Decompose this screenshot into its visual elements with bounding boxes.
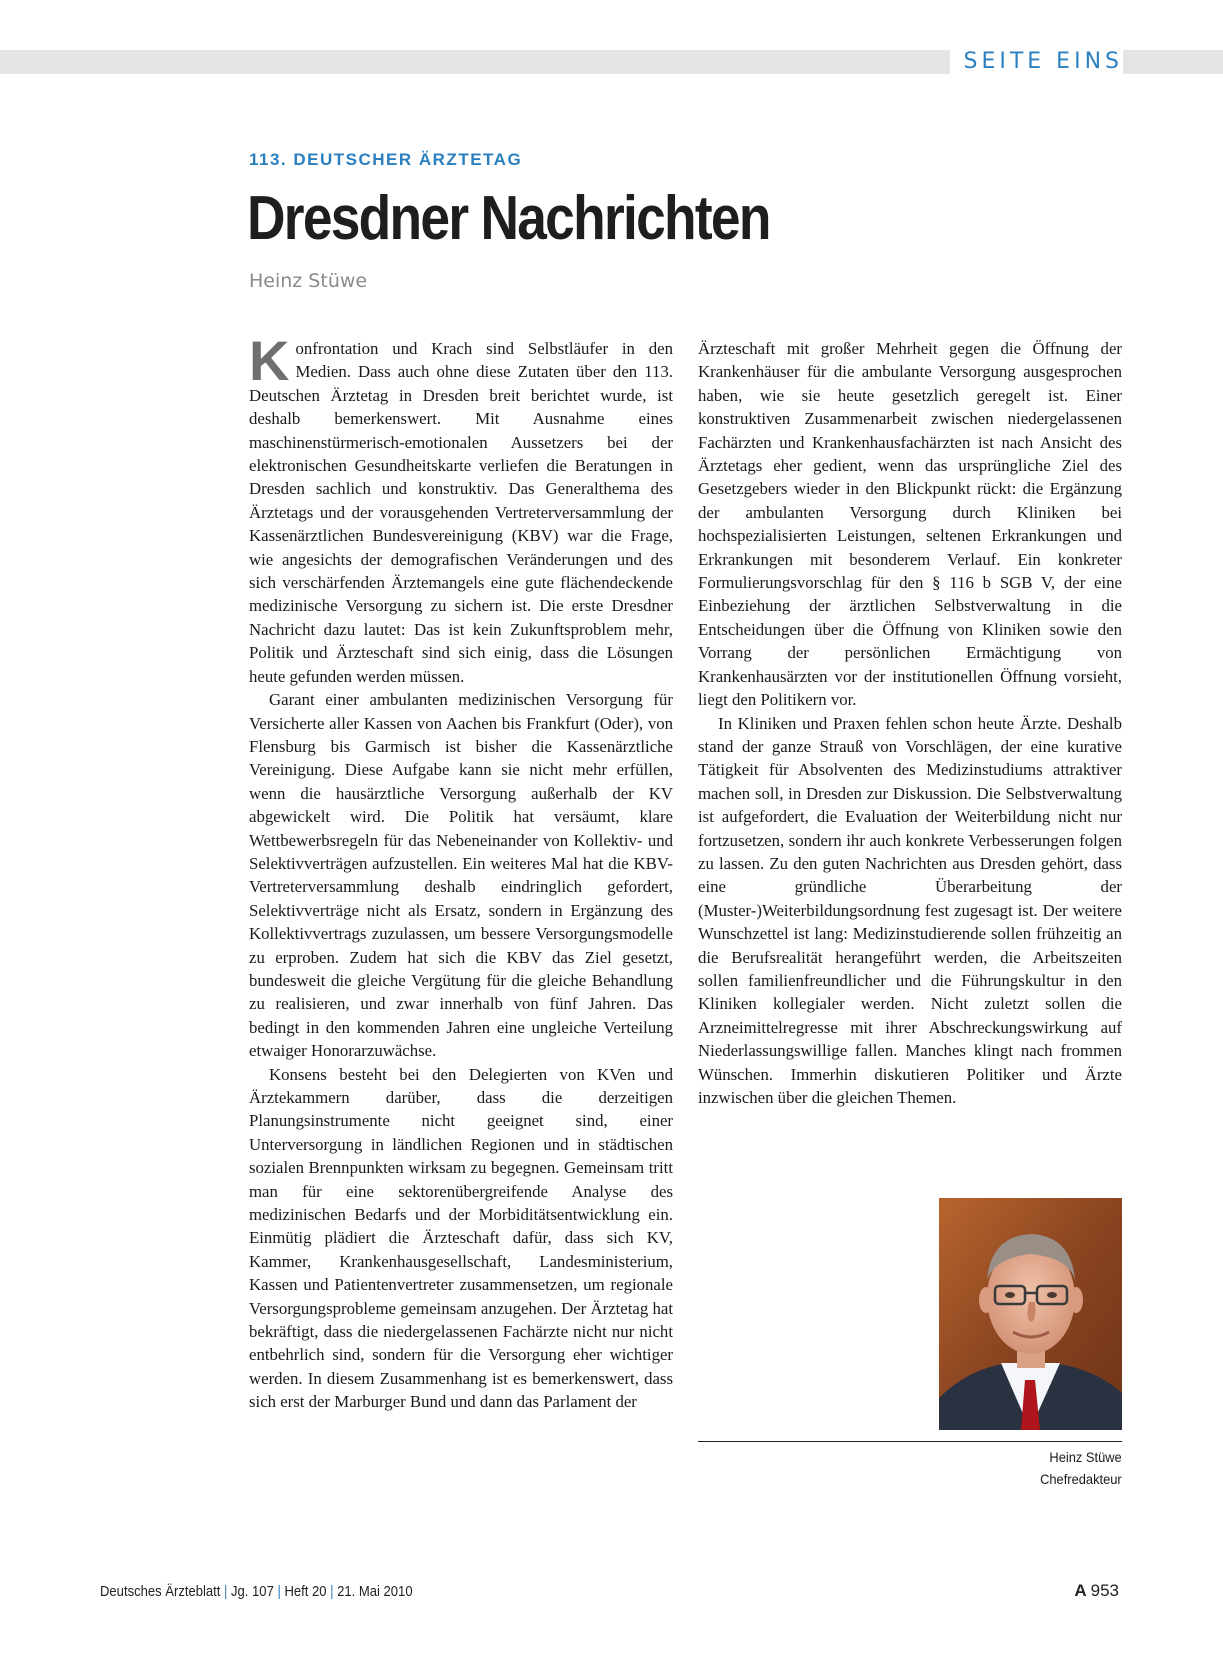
caption-rule (698, 1441, 1122, 1442)
article-column-right (698, 337, 1122, 1109)
page-number-value: 953 (1090, 1581, 1119, 1600)
article-column-left (249, 329, 673, 1414)
drop-cap: K (249, 329, 290, 392)
article-paragraph: In Kliniken und Praxen fehlen schon heute Ärzte. Deshalb stand der ganze Strauß von Vorschlägen, der eine kurative Tätigkeit für Absolventen des Medizinstudiums attraktiver machen soll, in Dresden zur Diskussion. Die Selbstverwaltung ist aufgefordert, die Evaluation der Weiterbildung nicht nur fortzusetzen, sondern ihr auch konkrete Verbesserungen folgen zu lassen. Zu den guten Nachrichten aus Dresden gehört, dass eine gründliche Überarbeitung der (Muster-)Weiterbildungsordnung fest zugesagt ist. Der weitere Wunschzettel ist lang: Medizinstudierende sollen frühzeitig an die Berufsrealität herangeführt werden, die Arbeitszeiten sollen familienfreundlicher und die Führungskultur in den Kliniken kollegialer werden. Nicht zuletzt sollen die Arzneimittelregresse mit ihrer Abschreckungswirkung auf Niederlassungswillige fallen. Manches klingt nach frommen Wünschen. Immerhin diskutieren Politiker und Ärzte inzwischen über die gleichen Themen. (698, 713, 1122, 1107)
footer-publication: Deutsches Ärzteblatt (100, 1584, 221, 1600)
article-kicker: 113. DEUTSCHER ÄRZTETAG (249, 150, 523, 169)
footer-separator: | (277, 1584, 281, 1600)
caption-name: Heinz Stüwe (1049, 1449, 1122, 1465)
article-paragraph: Konfrontation und Krach sind Selbstläufer in den Medien. Dass auch ohne diese Zutaten über den 113. Deutschen Ärztetag in Dresden breit berichtet wurde, ist deshalb bemerkenswert. Mit Ausnahme eines maschinenstürmerisch-emotionalen Aussetzers bei der elektronischen Gesundheitskarte verliefen die Beratungen in Dresden sachlich und konstruktiv. Das Generalthema des Ärztetags und der vorausgehenden Vertreterversammlung der Kassenärztlichen Bundesvereinigung (KBV) war die Frage, wie angesichts der demografischen Veränderungen und des sich verschärfenden Ärztemangels eine gute flächendeckende medizinische Versorgung zu sichern ist. Die erste Dresdner Nachricht dazu lautet: Das ist kein Zukunftsproblem mehr, Politik und Ärzteschaft sind sich einig, dass die Lösungen heute gefunden werden müssen. (249, 329, 673, 686)
page-prefix: A (1074, 1581, 1087, 1600)
article-title: Dresdner Nachrichten (247, 184, 770, 253)
section-label: SEITE EINS (950, 47, 1124, 77)
caption-role: Chefredakteur (1040, 1471, 1122, 1487)
article-paragraph: Garant einer ambulanten medizinischen Versorgung für Versicherte aller Kassen von Aachen bis Frankfurt (Oder), von Flensburg bis Garmisch ist bisher die Kassenärztliche Vereinigung. Diese Aufgabe kann sie nicht mehr erfüllen, wenn die hausärztliche Versorgung außerhalb der KV abgewickelt wird. Die Politik hat versäumt, klare Wettbewerbsregeln für das Nebeneinander von Kollektiv- und Selektivverträgen aufzustellen. Ein weiteres Mal hat die KBV-Vertreterversammlung deshalb eindringlich gefordert, Selektivverträge nicht als Ersatz, sondern in Ergänzung des Kollektivvertrags zuzulassen, um bessere Versorgungsmodelle zu erproben. Zudem hat sich die KBV das Ziel gesetzt, bundesweit die gleiche Vergütung für die gleiche Behandlung zu realisieren, und zwar innerhalb von fünf Jahren. Das bedingt in den kommenden Jahren eine ungleiche Verteilung etwaiger Honorarzuwächse. (249, 690, 673, 1061)
page-number (1074, 1581, 1119, 1601)
photo-caption (1040, 1446, 1122, 1490)
author-portrait-photo (939, 1198, 1122, 1430)
article-paragraph: Konsens besteht bei den Delegierten von KVen und Ärztekammern darüber, dass die derzeitigen Planungsinstrumente nicht geeignet sind, einer Unterversorgung in ländlichen Regionen und in städtischen sozialen Brennpunkten wirksam zu begegnen. Gemeinsam tritt man für eine sektorenübergreifende Analyse des medizinischen Bedarfs und der Morbiditätsentwicklung ein. Einmütig plädiert die Ärzteschaft dafür, dass sich KV, Kammer, Krankenhausgesellschaft, Landesministerium, Kassen und Patientenvertreter zusammensetzen, um regionale Versorgungsprobleme gemeinsam anzugehen. Der Ärztetag hat bekräftigt, dass die niedergelassenen Fachärzte nicht nur nicht entbehrlich sind, sondern für die Versorgung eher wichtiger werden. In diesem Zusammenhang ist es bemerkenswert, dass sich erst der Marburger Bund und dann das Parlament der (249, 1064, 673, 1412)
footer-volume: Jg. 107 (231, 1584, 274, 1600)
article-paragraph: Ärzteschaft mit großer Mehrheit gegen die Öffnung der Krankenhäuser für die ambulante Versorgung ausgesprochen haben, wie sie heute gesetzlich geregelt ist. Einer konstruktiven Zusammenarbeit zwischen niedergelassenen Fachärzten und Krankenhausfachärzten ist nach Ansicht des Ärztetags eher gedient, wenn das ursprüngliche Ziel des Gesetzgebers wieder in den Blickpunkt rückt: die Ergänzung der ambulanten Versorgung durch Kliniken bei hochspezialisierten Leistungen, seltenen Erkrankungen und Erkrankungen mit besonderem Verlauf. Ein konkreter Formulierungsvorschlag für den § 116 b SGB V, der eine Einbeziehung der ärztlichen Selbstverwaltung in die Entscheidungen über die Öffnung von Kliniken sowie den Vorrang der persönlichen Ermächtigung von Krankenhausärzten vor der institutionellen Öffnung vorsieht, liegt den Politikern vor. (698, 339, 1122, 710)
footer-separator: | (330, 1584, 334, 1600)
footer-date: 21. Mai 2010 (337, 1584, 413, 1600)
footer-separator: | (224, 1584, 228, 1600)
footer-citation (100, 1584, 413, 1600)
footer-issue: Heft 20 (284, 1584, 327, 1600)
article-author: Heinz Stüwe (249, 270, 368, 292)
